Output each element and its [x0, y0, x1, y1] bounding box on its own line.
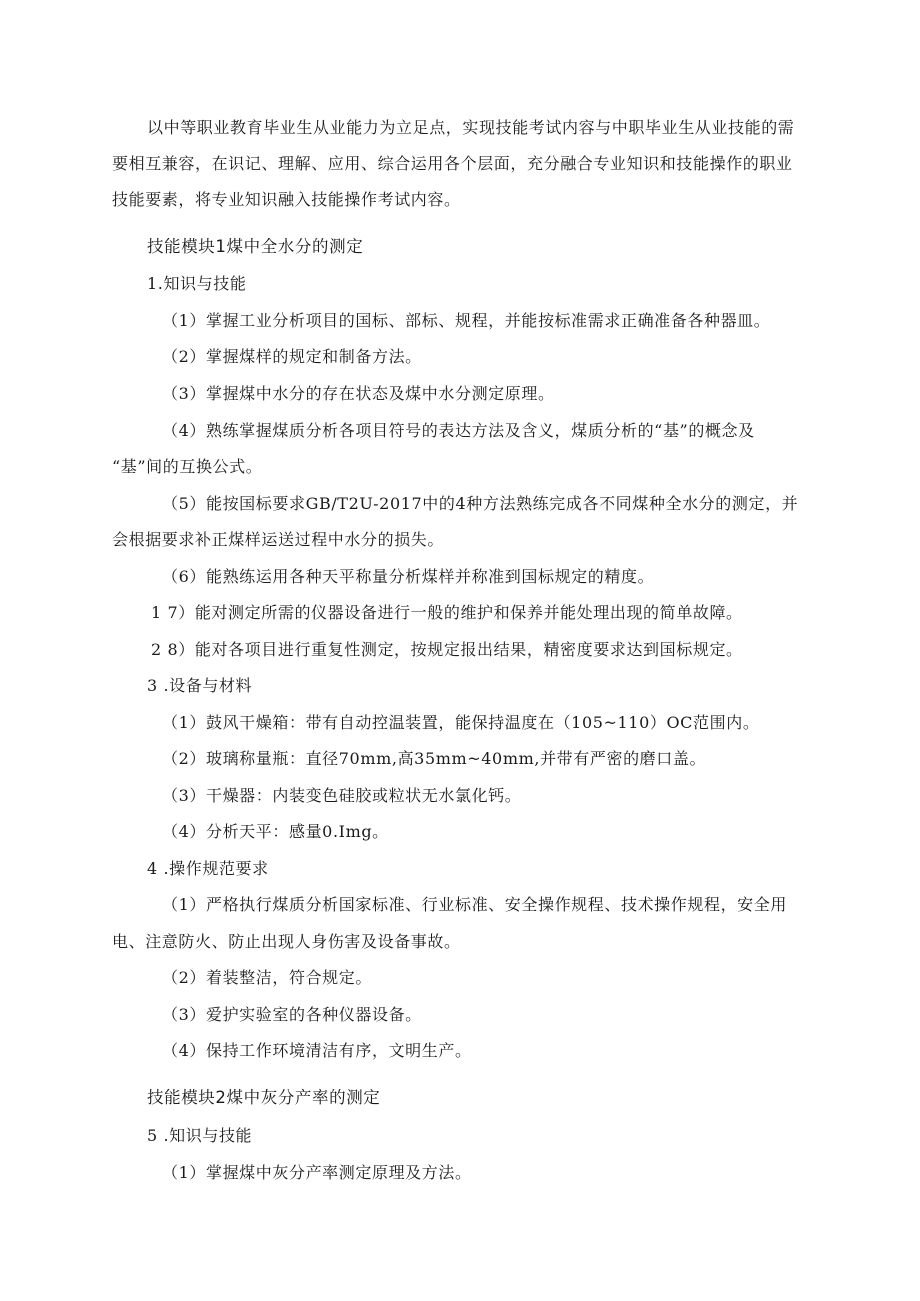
list-item: 2 8）能对各项目进行重复性测定，按规定报出结果，精密度要求达到国标规定。 [151, 640, 743, 659]
intro-line-2: 要相互兼容，在识记、理解、应用、综合运用各个层面，充分融合专业知识和技能操作的职业 [112, 154, 793, 173]
section-heading-knowledge-2: 5 .知识与技能 [147, 1126, 253, 1145]
list-item: （1）掌握工业分析项目的国标、部标、规程，并能按标准需求正确准备各种器皿。 [162, 311, 771, 330]
intro-line-3: 技能要素，将专业知识融入技能操作考试内容。 [112, 190, 461, 209]
list-item: （6）能熟练运用各种天平称量分析煤样并称准到国标规定的精度。 [162, 567, 655, 586]
list-item: （1）鼓风干燥箱：带有自动控温装置，能保持温度在（105~110）OC范围内。 [162, 713, 760, 732]
list-item: （5）能按国标要求GB/T2U-2017中的4种方法熟练完成各不同煤种全水分的测定，并 [162, 494, 799, 513]
intro-line-1: 以中等职业教育毕业生从业能力为立足点，实现技能考试内容与中职毕业生从业技能的需 [147, 118, 795, 137]
list-item: （2）掌握煤样的规定和制备方法。 [162, 347, 422, 366]
list-item: （2）玻璃称量瓶：直径70mm,高35mm~40mm,并带有严密的磨口盖。 [162, 749, 707, 768]
module-2-heading: 技能模块2煤中灰分产率的测定 [147, 1088, 381, 1107]
list-item: （3）干燥器：内装变色硅胶或粒状无水氯化钙。 [162, 786, 522, 805]
list-item: （3）掌握煤中水分的存在状态及煤中水分测定原理。 [162, 384, 555, 403]
list-item: （1）掌握煤中灰分产率测定原理及方法。 [162, 1163, 472, 1182]
section-heading-equipment: 3 .设备与材料 [147, 676, 253, 695]
list-item: （2）着装整洁，符合规定。 [162, 968, 372, 987]
section-heading-operation: 4 .操作规范要求 [147, 859, 269, 878]
list-item: （4）保持工作环境清洁有序，文明生产。 [162, 1041, 472, 1060]
list-item: 1 7）能对测定所需的仪器设备进行一般的维护和保养并能处理出现的简单故障。 [151, 603, 743, 622]
module-1-heading: 技能模块1煤中全水分的测定 [147, 237, 364, 256]
list-item: （4）熟练掌握煤质分析各项目符号的表达方法及含义，煤质分析的“基”的概念及 [162, 421, 755, 440]
list-item: （1）严格执行煤质分析国家标准、行业标准、安全操作规程、技术操作规程，安全用 [162, 895, 787, 914]
section-heading-knowledge: 1.知识与技能 [147, 274, 247, 293]
list-item: （4）分析天平：感量0.Img。 [162, 822, 389, 841]
list-item-continuation: 会根据要求补正煤样运送过程中水分的损失。 [112, 530, 445, 549]
list-item: （3）爱护实验室的各种仪器设备。 [162, 1005, 422, 1024]
list-item-continuation: “基”间的互换公式。 [112, 457, 263, 476]
list-item-continuation: 电、注意防火、防止出现人身伤害及设备事故。 [112, 932, 461, 951]
